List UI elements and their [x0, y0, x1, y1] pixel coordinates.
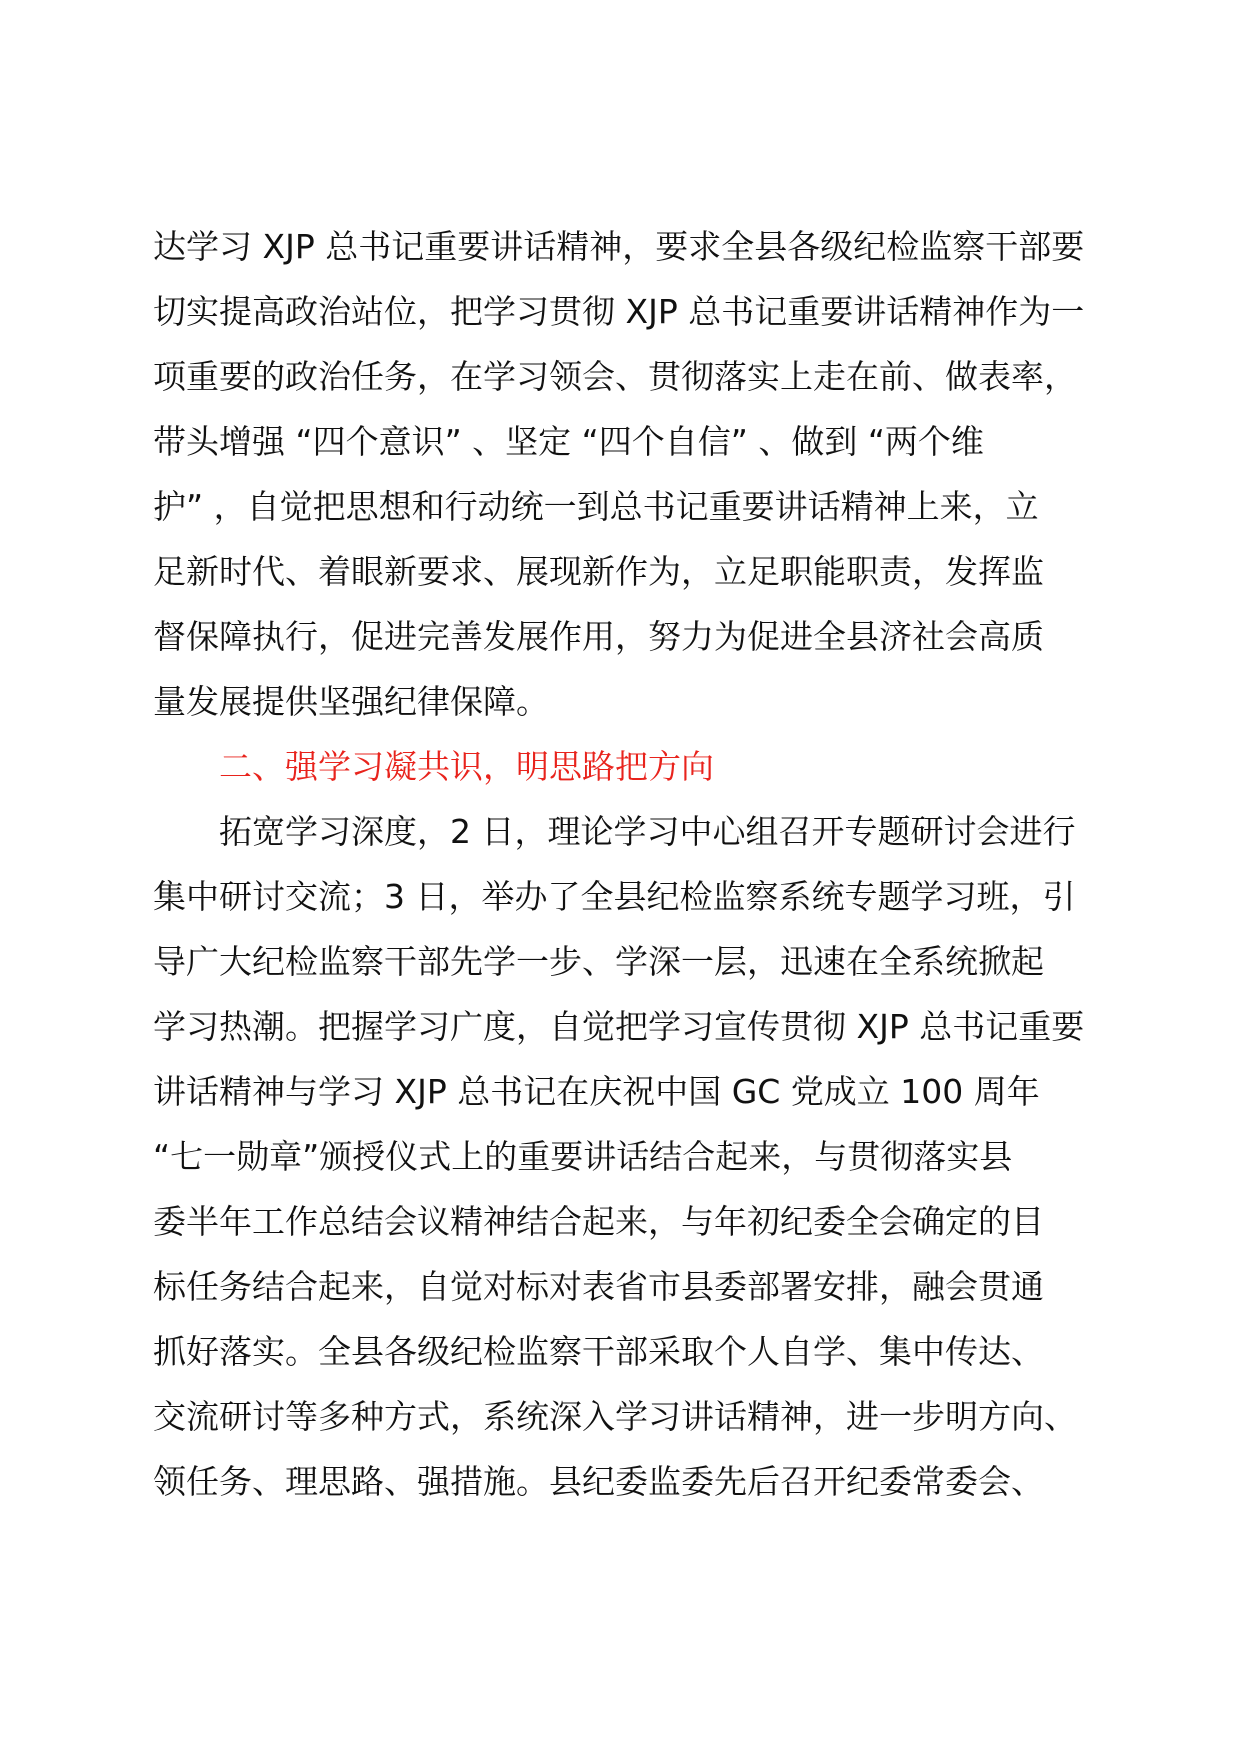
text-line: 学习热潮。把握学习广度，自觉把学习宣传贯彻 XJP 总书记重要 [153, 1007, 1085, 1046]
text-line: 抓好落实。全县各级纪检监察干部采取个人自学、集中传达、 [153, 1332, 1044, 1371]
text-line: 足新时代、着眼新要求、展现新作为，立足职能职责，发挥监 [153, 552, 1044, 591]
text-line: 护” ，自觉把思想和行动统一到总书记重要讲话精神上来，立 [153, 487, 1039, 526]
text-line: 带头增强 “四个意识” 、坚定 “四个自信” 、做到 “两个维 [153, 422, 984, 461]
document-body [153, 214, 1113, 1514]
paragraph-2 [153, 799, 1113, 1514]
text-line: 委半年工作总结会议精神结合起来，与年初纪委全会确定的目 [153, 1202, 1044, 1241]
text-line: 达学习 XJP 总书记重要讲话精神，要求全县各级纪检监察干部要 [153, 227, 1085, 266]
text-line: 交流研讨等多种方式，系统深入学习讲话精神，进一步明方向、 [153, 1397, 1077, 1436]
text-line: 督保障执行，促进完善发展作用，努力为促进全县济社会高质 [153, 617, 1044, 656]
text-line: 讲话精神与学习 XJP 总书记在庆祝中国 GC 党成立 100 周年 [153, 1072, 1040, 1111]
text-line: “七一勋章”颁授仪式上的重要讲话结合起来，与贯彻落实县 [153, 1137, 1013, 1176]
text-line: 切实提高政治站位，把学习贯彻 XJP 总书记重要讲话精神作为一 [153, 292, 1085, 331]
text-line: 标任务结合起来，自觉对标对表省市县委部署安排，融会贯通 [153, 1267, 1044, 1306]
text-line: 导广大纪检监察干部先学一步、学深一层，迅速在全系统掀起 [153, 942, 1044, 981]
text-line: 项重要的政治任务，在学习领会、贯彻落实上走在前、做表率， [153, 357, 1077, 396]
text-line: 集中研讨交流；3 日，举办了全县纪检监察系统专题学习班，引 [153, 877, 1076, 916]
text-line: 领任务、理思路、强措施。县纪委监委先后召开纪委常委会、 [153, 1462, 1044, 1501]
section-heading: 二、强学习凝共识，明思路把方向 [219, 747, 714, 786]
text-line: 量发展提供坚强纪律保障。 [153, 682, 549, 721]
paragraph-1 [153, 214, 1113, 734]
text-line: 拓宽学习深度，2 日，理论学习中心组召开专题研讨会进行 [219, 812, 1076, 851]
